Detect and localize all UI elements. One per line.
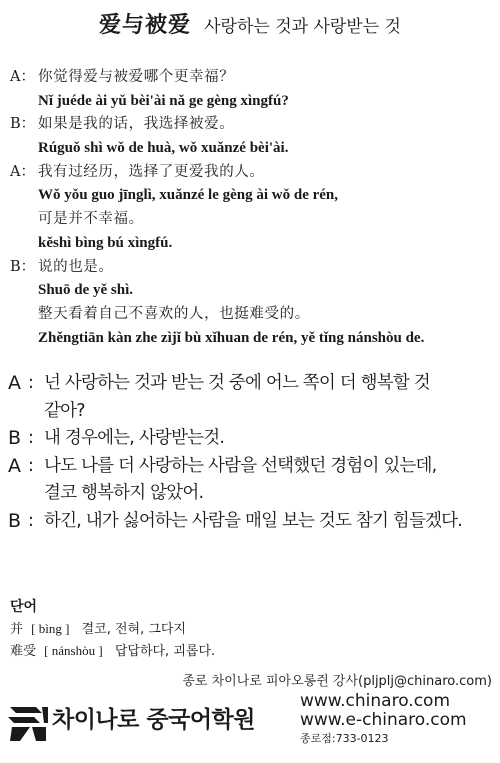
dialogue-line-chinese xyxy=(10,303,490,327)
vocabulary-section xyxy=(10,596,490,662)
translation-text: 같아? xyxy=(44,400,85,421)
vocabulary-item xyxy=(10,640,490,662)
contact-info xyxy=(300,692,467,748)
vocab-word: 难受 xyxy=(10,644,37,659)
dialogue-line-chinese xyxy=(10,208,490,232)
translation-text: 하긴, 내가 싫어하는 사람을 매일 보는 것도 참기 힘들겠다. xyxy=(44,510,463,531)
academy-logo-text: 차이나로 중국어학원 xyxy=(52,707,255,733)
speaker-label: B： xyxy=(10,116,36,133)
translation-line xyxy=(8,370,494,398)
dialogue-line-chinese xyxy=(10,113,490,137)
translation-line xyxy=(8,425,494,453)
vocab-meaning: 결코, 전혀, 그다지 xyxy=(81,622,187,637)
chinese-sentence: 整天看着自己不喜欢的人，也挺难受的。 xyxy=(38,305,310,322)
dialogue-line-pinyin xyxy=(10,184,490,208)
translation-line xyxy=(8,398,494,426)
speaker-label: B： xyxy=(10,258,36,275)
speaker-colon: : xyxy=(28,428,34,449)
translation-line xyxy=(8,453,494,481)
dialogue-section xyxy=(10,66,490,350)
speaker-colon: : xyxy=(28,455,34,476)
speaker-label: A： xyxy=(10,163,35,180)
speaker-colon: : xyxy=(28,510,34,531)
vocab-pinyin: [ nánshòu ] xyxy=(44,643,103,658)
pinyin-sentence: Nǐ juéde ài yǔ bèi'ài nǎ ge gèng xìngfú? xyxy=(38,92,289,109)
website-link-alt[interactable]: www.e-chinaro.com xyxy=(300,710,467,730)
vocab-meaning: 답답하다, 괴롭다. xyxy=(114,644,216,659)
speaker-label: B xyxy=(8,427,21,450)
title-korean: 사랑하는 것과 사랑받는 것 xyxy=(204,17,401,37)
branch-phone: 종로점:733-0123 xyxy=(300,732,389,745)
dialogue-line-pinyin xyxy=(10,279,490,303)
page-title xyxy=(0,8,500,39)
speaker-label: B xyxy=(8,509,21,532)
chinese-sentence: 你觉得爱与被爱哪个更幸福？ xyxy=(38,69,235,85)
website-link[interactable]: www.chinaro.com xyxy=(300,691,451,711)
dialogue-line-pinyin xyxy=(10,90,490,114)
chinese-sentence: 我有过经历，选择了更爱我的人。 xyxy=(38,163,265,180)
vocab-pinyin: [ bìng ] xyxy=(31,621,70,636)
speaker-label: A： xyxy=(10,69,35,85)
author-credit: 종로 차이나로 피아오롱쥔 강사(pljplj@chinaro.com) xyxy=(182,674,492,689)
pinyin-sentence: Zhěngtiān kàn zhe zìjǐ bù xǐhuan de rén, yě tǐng nánshòu de. xyxy=(38,329,425,346)
translation-text: 결코 행복하지 않았어. xyxy=(44,483,204,504)
vocabulary-heading: 단어 xyxy=(10,599,38,615)
chinese-sentence: 说的也是。 xyxy=(38,258,114,275)
dialogue-line-chinese xyxy=(10,256,490,280)
dialogue-line-pinyin xyxy=(10,327,490,351)
translation-line xyxy=(8,480,494,508)
speaker-label: A xyxy=(8,454,21,477)
translation-text: 내 경우에는, 사랑받는것. xyxy=(44,428,225,449)
dialogue-line-pinyin xyxy=(10,137,490,161)
dialogue-line-pinyin xyxy=(10,232,490,256)
chinese-sentence: 如果是我的话，我选择被爱。 xyxy=(38,116,235,133)
pinyin-sentence: Wǒ yǒu guo jīnglì, xuǎnzé le gèng ài wǒ de rén, xyxy=(38,187,339,204)
speaker-colon: : xyxy=(28,373,34,393)
translation-line xyxy=(8,508,494,536)
title-chinese: 爱与被爱 xyxy=(99,12,192,38)
translation-text: 나도 나를 더 사랑하는 사람을 선택했던 경험이 있는데, xyxy=(44,455,437,476)
vocabulary-item xyxy=(10,618,490,640)
dialogue-line-chinese xyxy=(10,161,490,185)
chinaro-logo-icon xyxy=(6,703,50,743)
pinyin-sentence: Rúguǒ shì wǒ de huà, wǒ xuǎnzé bèi'ài. xyxy=(38,140,289,157)
chinese-sentence: 可是并不幸福。 xyxy=(38,211,144,228)
pinyin-sentence: kěshì bìng bú xìngfú. xyxy=(38,234,173,251)
translation-text: 넌 사랑하는 것과 받는 것 중에 어느 쪽이 더 행복할 것 xyxy=(44,373,430,393)
speaker-label: A xyxy=(8,372,21,394)
dialogue-line-chinese xyxy=(10,66,490,90)
korean-translation xyxy=(8,370,494,536)
pinyin-sentence: Shuō de yě shì. xyxy=(38,282,134,299)
vocab-word: 并 xyxy=(10,622,24,637)
